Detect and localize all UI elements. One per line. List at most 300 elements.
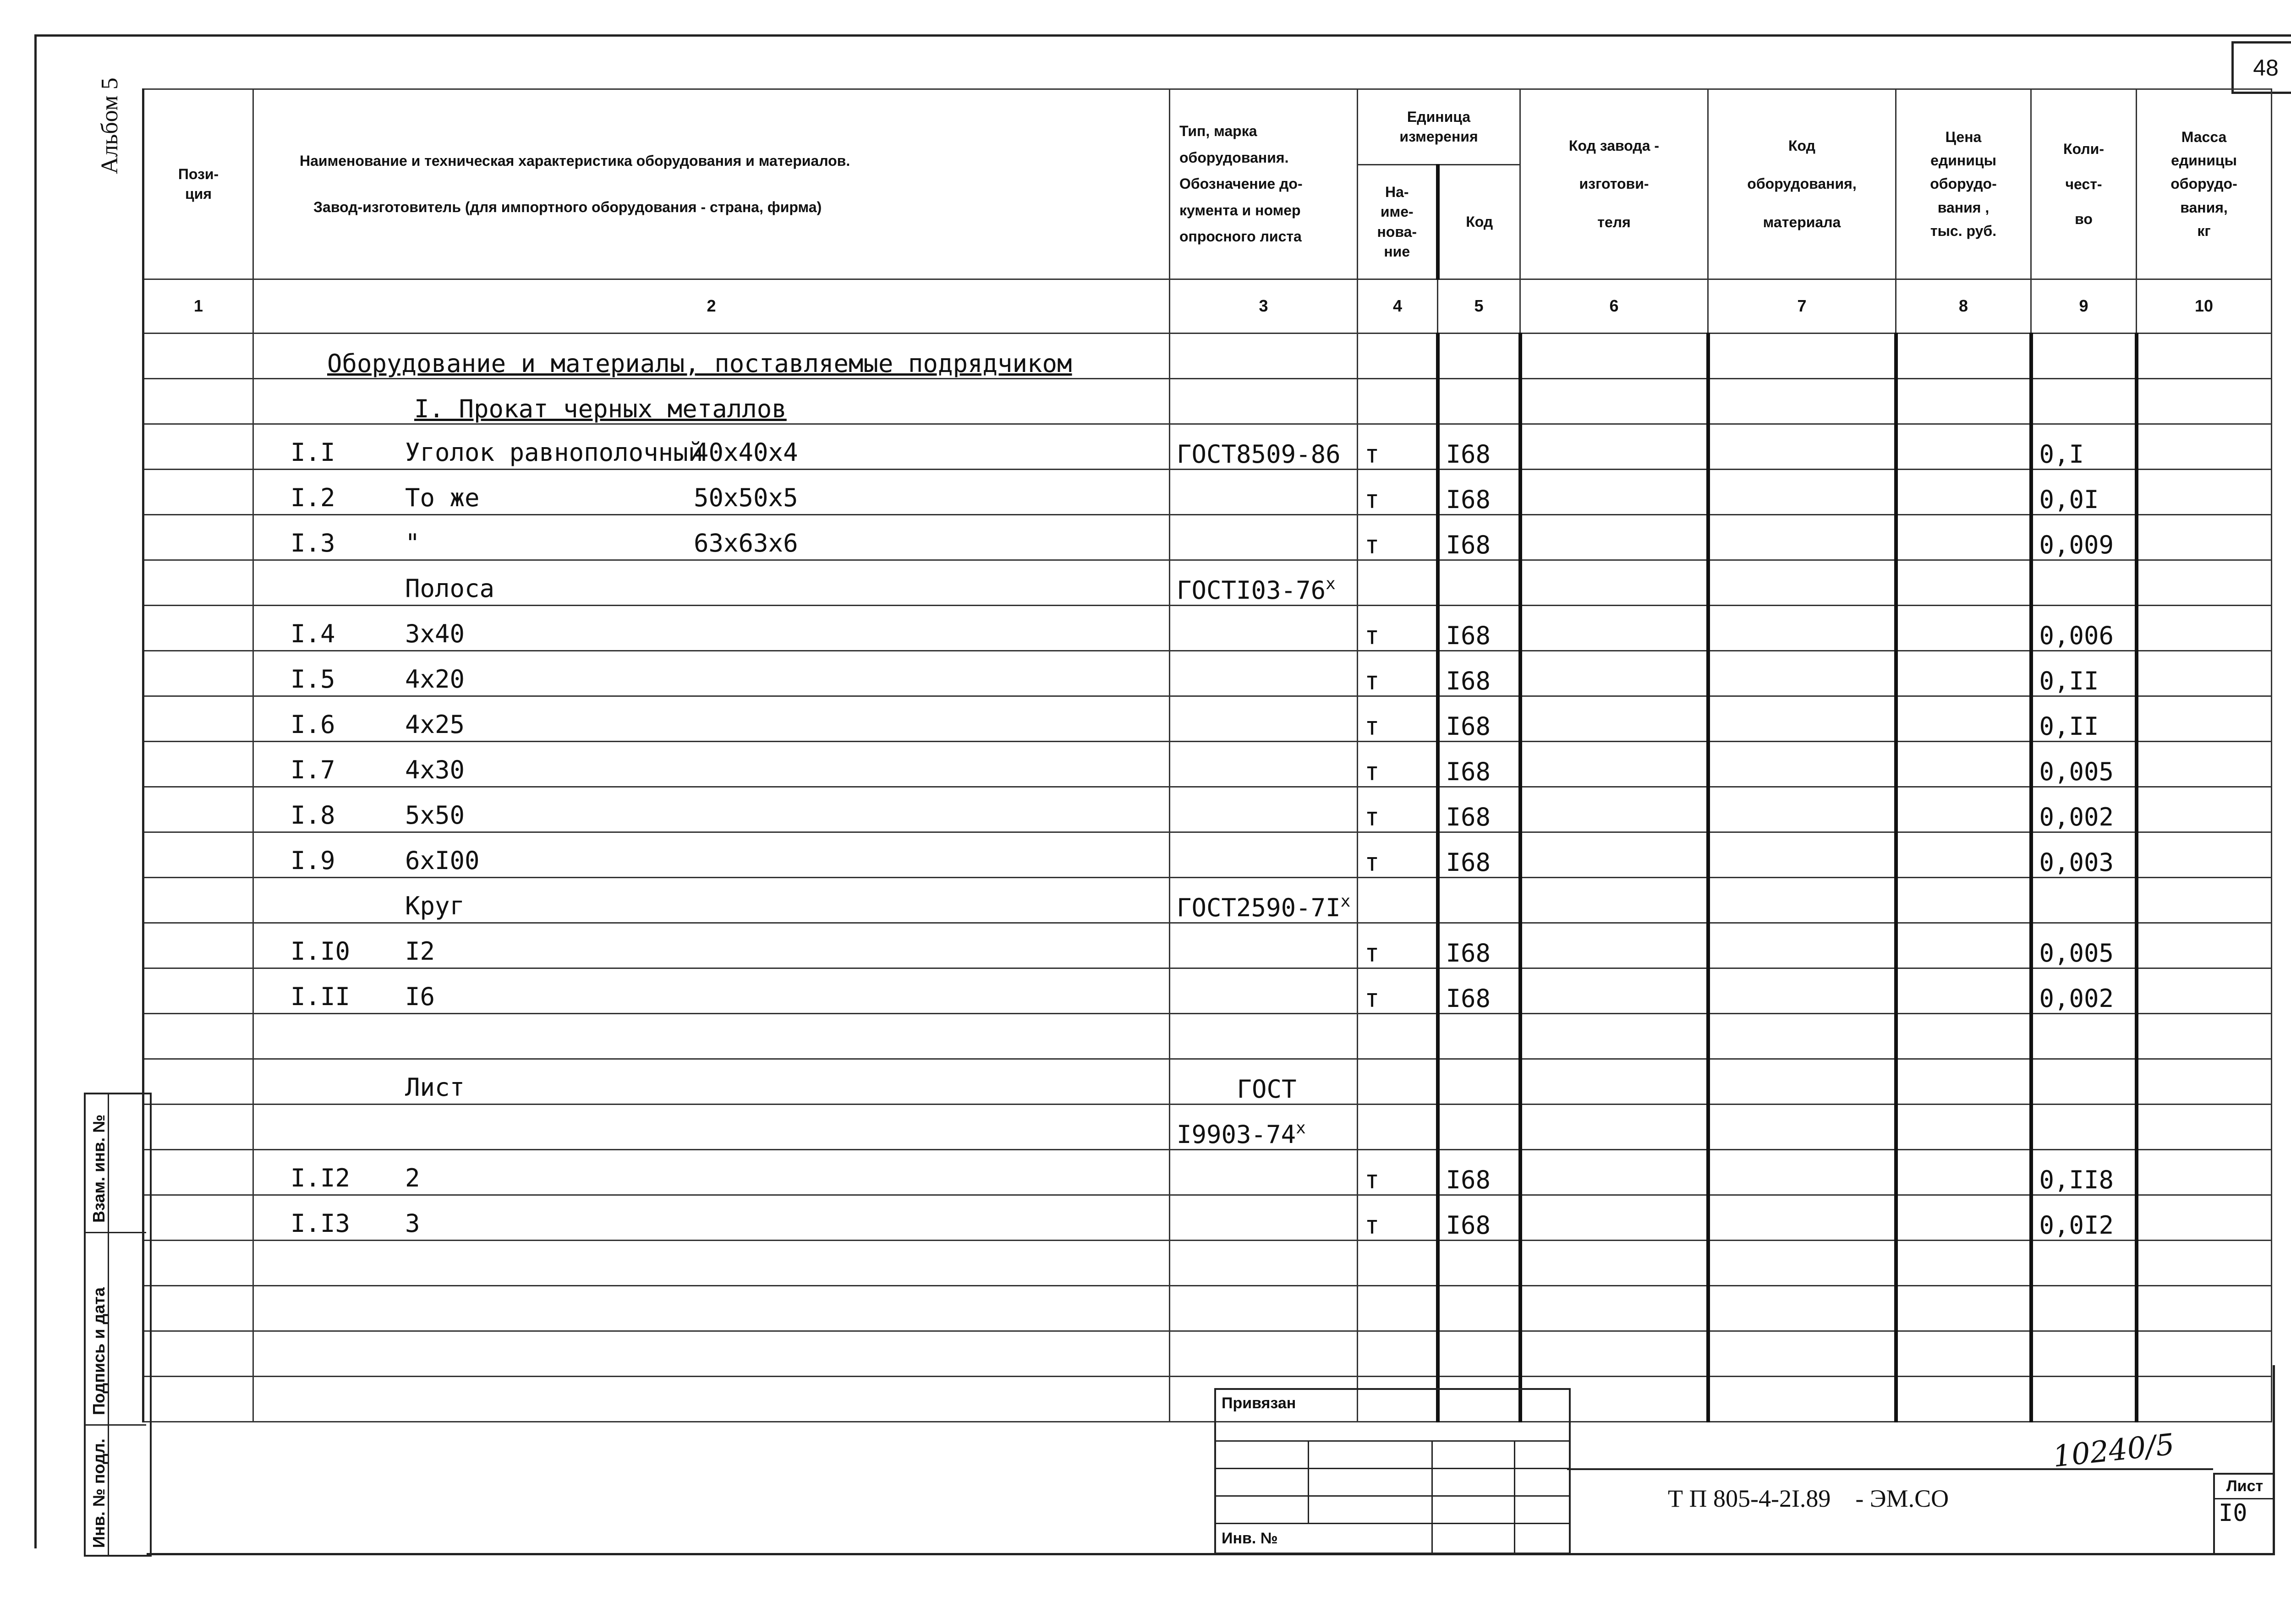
cell-material-code: [1708, 1286, 1896, 1331]
cell-quantity: [2031, 1195, 2137, 1241]
cell-position: [143, 606, 253, 651]
cell-mass: [2137, 1286, 2272, 1331]
unit-code: I68: [1446, 485, 1491, 514]
table-row: [143, 1014, 2272, 1059]
cell-unit-name: [1358, 1014, 1438, 1059]
cell-name: [253, 424, 1170, 470]
col-number: 1: [143, 279, 253, 334]
header-quantity: Коли- чест- во: [2031, 89, 2137, 279]
unit-code: [1440, 1256, 1446, 1285]
table-row: [143, 878, 2272, 923]
cell-name: [253, 1286, 1170, 1331]
cell-position: [143, 470, 253, 515]
unit-name: [1358, 893, 1365, 922]
quantity: 0,003: [2039, 848, 2114, 877]
quantity: [2033, 1256, 2039, 1285]
table-row: [143, 651, 2272, 696]
cell-mass: [2137, 832, 2272, 878]
cell-unit-code: [1438, 1241, 1520, 1286]
header-price: Цена единицы оборудо- вания , тыс. руб.: [1896, 89, 2031, 279]
superscript: x: [1340, 892, 1351, 911]
col-number: 8: [1896, 279, 2031, 334]
cell-unit-name: [1358, 515, 1438, 560]
cell-quantity: [2031, 968, 2137, 1014]
cell-position: [143, 696, 253, 742]
quantity: [2033, 394, 2039, 423]
table-row: [143, 787, 2272, 832]
cell-document: [1170, 515, 1358, 560]
cell-position: [143, 832, 253, 878]
col-number: 9: [2031, 279, 2137, 334]
unit-name: т: [1365, 803, 1380, 831]
unit-code: [1440, 1029, 1446, 1058]
cell-unit-code: [1438, 379, 1520, 424]
cell-unit-name: [1358, 651, 1438, 696]
col-number: 3: [1170, 279, 1358, 334]
cell-section-title: [253, 379, 1170, 424]
cell-position: [143, 515, 253, 560]
table-row: [143, 968, 2272, 1014]
unit-code: I68: [1446, 939, 1491, 968]
table-row: [143, 470, 2272, 515]
cell-mass: [2137, 1059, 2272, 1105]
position-code: I.I2: [290, 1164, 351, 1192]
document-code: Т П 805-4-2I.89 - ЭМ.СО: [1668, 1485, 1949, 1512]
cell-document: [1170, 878, 1358, 923]
header-mass: Масса единицы оборудо- вания, кг: [2137, 89, 2272, 279]
quantity: 0,005: [2039, 757, 2114, 786]
position-code: I.5: [290, 665, 335, 694]
unit-name: [1358, 1256, 1365, 1285]
quantity: 0,002: [2039, 984, 2114, 1013]
unit-name: т: [1365, 667, 1380, 695]
cell-unit-code: [1438, 832, 1520, 878]
unit-code: [1440, 893, 1446, 922]
item-name: Круг: [405, 891, 465, 920]
cell-material-code: [1708, 832, 1896, 878]
quantity: [2033, 576, 2039, 605]
document-ref: ГОСТ8509-86: [1177, 440, 1341, 469]
cell-mass: [2137, 1195, 2272, 1241]
cell-price: [1896, 1014, 2031, 1059]
cell-mass: [2137, 1105, 2272, 1150]
cell-position: [143, 334, 253, 379]
cell-quantity: [2031, 560, 2137, 606]
inv-no-label: Инв. №: [1222, 1530, 1278, 1547]
table-row: [143, 832, 2272, 878]
album-label: Альбом 5: [97, 77, 123, 174]
cell-mass: [2137, 787, 2272, 832]
side-stamp: [84, 1093, 152, 1557]
cell-price: [1896, 787, 2031, 832]
unit-code: I68: [1446, 440, 1491, 469]
cell-factory-code: [1520, 787, 1708, 832]
unit-code: I68: [1446, 984, 1491, 1013]
unit-code: I68: [1446, 712, 1491, 741]
unit-name: [1358, 394, 1365, 423]
cell-quantity: [2031, 787, 2137, 832]
position-code: I.I0: [290, 937, 351, 966]
unit-code: [1440, 1120, 1446, 1149]
cell-document: [1170, 1059, 1358, 1105]
quantity: 0,II: [2039, 667, 2099, 695]
cell-unit-name: [1358, 424, 1438, 470]
cell-document: [1170, 651, 1358, 696]
item-name: 6xI00: [405, 846, 480, 875]
unit-name: т: [1365, 984, 1380, 1013]
cell-document: [1170, 923, 1358, 968]
unit-code: I68: [1446, 848, 1491, 877]
cell-unit-code: [1438, 787, 1520, 832]
cell-document: [1170, 424, 1358, 470]
cell-unit-name: [1358, 1105, 1438, 1150]
cell-material-code: [1708, 878, 1896, 923]
cell-material-code: [1708, 742, 1896, 787]
cell-document: [1170, 787, 1358, 832]
item-name: 4x25: [405, 710, 465, 739]
cell-document: [1170, 606, 1358, 651]
position-code: I.II: [290, 982, 351, 1011]
document-ref: ГОСТ: [1237, 1075, 1297, 1104]
cell-factory-code: [1520, 1195, 1708, 1241]
unit-name: т: [1365, 1165, 1380, 1194]
cell-unit-code: [1438, 334, 1520, 379]
cell-price: [1896, 1059, 2031, 1105]
cell-position: [143, 424, 253, 470]
header-factory-code: Код завода - изготови- теля: [1520, 89, 1708, 279]
quantity: [2033, 1120, 2039, 1149]
table-row: [143, 1286, 2272, 1331]
table-row: [143, 379, 2272, 424]
cell-material-code: [1708, 1241, 1896, 1286]
item-name: То же: [405, 483, 480, 512]
position-code: I.I3: [290, 1209, 351, 1238]
cell-quantity: [2031, 832, 2137, 878]
cell-quantity: [2031, 470, 2137, 515]
cell-material-code: [1708, 424, 1896, 470]
item-name: Полоса: [405, 574, 495, 603]
cell-quantity: [2031, 1241, 2137, 1286]
cell-price: [1896, 696, 2031, 742]
section-title: I. Прокат черных металлов: [414, 394, 787, 423]
cell-name: [253, 1105, 1170, 1150]
cell-mass: [2137, 696, 2272, 742]
cell-factory-code: [1520, 696, 1708, 742]
cell-document: [1170, 832, 1358, 878]
cell-name: [253, 1059, 1170, 1105]
position-code: I.9: [290, 846, 335, 875]
cell-factory-code: [1520, 878, 1708, 923]
unit-name: т: [1365, 530, 1380, 559]
unit-code: I68: [1446, 667, 1491, 695]
cell-price: [1896, 379, 2031, 424]
cell-unit-code: [1438, 424, 1520, 470]
unit-code: I68: [1446, 1165, 1491, 1194]
cell-mass: [2137, 379, 2272, 424]
header-unit-group: Единица измерения: [1358, 89, 1520, 165]
cell-unit-code: [1438, 696, 1520, 742]
cell-document: [1170, 968, 1358, 1014]
cell-document: [1170, 1195, 1358, 1241]
cell-factory-code: [1520, 379, 1708, 424]
cell-name: [253, 1014, 1170, 1059]
cell-unit-name: [1358, 878, 1438, 923]
cell-quantity: [2031, 424, 2137, 470]
quantity: 0,I: [2039, 440, 2084, 469]
position-code: I.6: [290, 710, 335, 739]
cell-position: [143, 787, 253, 832]
side-label-vzam: Взам. инв. №: [89, 1114, 108, 1223]
cell-factory-code: [1520, 1105, 1708, 1150]
privyazan-stamp: [1214, 1388, 1571, 1554]
cell-document: [1170, 470, 1358, 515]
cell-position: [143, 379, 253, 424]
item-size: 63x63x6: [694, 529, 798, 558]
cell-factory-code: [1520, 651, 1708, 696]
cell-mass: [2137, 878, 2272, 923]
cell-position: [143, 1105, 253, 1150]
cell-factory-code: [1520, 470, 1708, 515]
table-row: [143, 742, 2272, 787]
position-code: I.4: [290, 619, 335, 648]
item-size: 40x40x4: [694, 438, 798, 467]
cell-document: [1170, 1241, 1358, 1286]
side-label-inv: Инв. № подл.: [89, 1438, 108, 1548]
col-number: 4: [1358, 279, 1438, 334]
unit-name: т: [1365, 440, 1380, 469]
cell-price: [1896, 651, 2031, 696]
cell-unit-code: [1438, 651, 1520, 696]
cell-price: [1896, 1195, 2031, 1241]
cell-unit-code: [1438, 1059, 1520, 1105]
cell-position: [143, 1059, 253, 1105]
cell-material-code: [1708, 1059, 1896, 1105]
table-row: [143, 1241, 2272, 1286]
cell-price: [1896, 470, 2031, 515]
cell-mass: [2137, 923, 2272, 968]
superscript: x: [1296, 1119, 1306, 1137]
cell-name: [253, 470, 1170, 515]
quantity: 0,II8: [2039, 1165, 2114, 1194]
cell-unit-name: [1358, 379, 1438, 424]
cell-mass: [2137, 1014, 2272, 1059]
document-ref: I9903-74: [1177, 1120, 1296, 1149]
cell-material-code: [1708, 923, 1896, 968]
cell-factory-code: [1520, 606, 1708, 651]
cell-position: [143, 651, 253, 696]
cell-unit-name: [1358, 1150, 1438, 1195]
unit-name: [1358, 1029, 1365, 1058]
cell-unit-name: [1358, 968, 1438, 1014]
cell-price: [1896, 923, 2031, 968]
cell-document: [1170, 1286, 1358, 1331]
quantity: 0,II: [2039, 712, 2099, 741]
cell-price: [1896, 878, 2031, 923]
cell-factory-code: [1520, 334, 1708, 379]
side-cell-podpis: [86, 1232, 146, 1426]
cell-document: [1170, 696, 1358, 742]
table-row: [143, 1105, 2272, 1150]
unit-code: I68: [1446, 757, 1491, 786]
side-label-podpis: Подпись и дата: [89, 1287, 108, 1415]
cell-position: [143, 742, 253, 787]
position-code: I.2: [290, 483, 335, 512]
cell-unit-code: [1438, 560, 1520, 606]
cell-mass: [2137, 560, 2272, 606]
header-material-code: Код оборудования, материала: [1708, 89, 1896, 279]
header-name: Наименование и техническая характеристика оборудования и материалов. Завод-изготовитель (для импортного оборудования - страна, фирма): [253, 89, 1170, 279]
col-number: 7: [1708, 279, 1896, 334]
unit-code: I68: [1446, 621, 1491, 650]
table-row: [143, 560, 2272, 606]
cell-material-code: [1708, 968, 1896, 1014]
quantity: 0,009: [2039, 530, 2114, 559]
cell-unit-code: [1438, 1286, 1520, 1331]
document-ref: ГОСТI03-76: [1177, 576, 1326, 605]
cell-position: [143, 1286, 253, 1331]
cell-quantity: [2031, 1150, 2137, 1195]
sheet-label: Лист: [2215, 1475, 2275, 1499]
cell-mass: [2137, 606, 2272, 651]
section-title: Оборудование и материалы, поставляемые подрядчиком: [327, 349, 1072, 378]
quantity: 0,0I: [2039, 485, 2099, 514]
quantity: 0,0I2: [2039, 1211, 2114, 1240]
cell-unit-code: [1438, 1150, 1520, 1195]
document-ref: ГОСТ2590-7I: [1177, 893, 1341, 922]
table-row: [143, 923, 2272, 968]
cell-material-code: [1708, 379, 1896, 424]
position-code: I.7: [290, 755, 335, 784]
cell-unit-name: [1358, 470, 1438, 515]
cell-position: [143, 1241, 253, 1286]
cell-document: [1170, 560, 1358, 606]
col-number: 5: [1438, 279, 1520, 334]
cell-document: [1170, 742, 1358, 787]
cell-position: [143, 1014, 253, 1059]
item-name: 2: [405, 1164, 420, 1192]
unit-name: т: [1365, 485, 1380, 514]
cell-quantity: [2031, 651, 2137, 696]
cell-unit-code: [1438, 878, 1520, 923]
quantity: [2033, 1075, 2039, 1104]
cell-unit-code: [1438, 470, 1520, 515]
cell-material-code: [1708, 1014, 1896, 1059]
cell-quantity: [2031, 1105, 2137, 1150]
item-name: I2: [405, 937, 435, 966]
cell-mass: [2137, 334, 2272, 379]
cell-name: [253, 515, 1170, 560]
table-row: [143, 334, 2272, 379]
cell-mass: [2137, 1150, 2272, 1195]
cell-document: [1170, 334, 1358, 379]
cell-mass: [2137, 515, 2272, 560]
cell-quantity: [2031, 923, 2137, 968]
cell-material-code: [1708, 334, 1896, 379]
cell-unit-name: [1358, 560, 1438, 606]
unit-code: [1440, 349, 1446, 378]
unit-name: т: [1365, 712, 1380, 741]
cell-material-code: [1708, 787, 1896, 832]
quantity: 0,002: [2039, 803, 2114, 831]
position-code: I.I: [290, 438, 335, 467]
cell-position: [143, 968, 253, 1014]
cell-name: [253, 968, 1170, 1014]
unit-code: [1440, 1301, 1446, 1330]
cell-position: [143, 1150, 253, 1195]
cell-price: [1896, 515, 2031, 560]
cell-quantity: [2031, 379, 2137, 424]
cell-position: [143, 923, 253, 968]
cell-factory-code: [1520, 1014, 1708, 1059]
quantity: [2033, 349, 2039, 378]
cell-quantity: [2031, 878, 2137, 923]
cell-unit-code: [1438, 515, 1520, 560]
side-cell-inv: [86, 1424, 146, 1553]
cell-price: [1896, 832, 2031, 878]
cell-unit-name: [1358, 606, 1438, 651]
cell-factory-code: [1520, 1059, 1708, 1105]
cell-factory-code: [1520, 1286, 1708, 1331]
unit-code: [1440, 1075, 1446, 1104]
title-block-frame: [147, 1365, 2275, 1555]
header-type: Тип, марка оборудования. Обозначение до- кумента и номер опросного листа: [1170, 89, 1358, 279]
cell-unit-code: [1438, 1195, 1520, 1241]
cell-name: [253, 1195, 1170, 1241]
quantity: [2033, 893, 2039, 922]
item-name: ": [405, 529, 420, 558]
cell-document: [1170, 379, 1358, 424]
cell-unit-code: [1438, 923, 1520, 968]
cell-price: [1896, 1241, 2031, 1286]
cell-unit-name: [1358, 1195, 1438, 1241]
quantity: [2033, 1301, 2039, 1330]
cell-name: [253, 1150, 1170, 1195]
unit-code: [1440, 394, 1446, 423]
unit-name: т: [1365, 939, 1380, 968]
cell-document: [1170, 1105, 1358, 1150]
cell-material-code: [1708, 1105, 1896, 1150]
cell-price: [1896, 606, 2031, 651]
table-body: [143, 334, 2272, 1422]
cell-unit-name: [1358, 787, 1438, 832]
table-row: [143, 515, 2272, 560]
cell-factory-code: [1520, 1241, 1708, 1286]
side-cell-vzam: [86, 1094, 146, 1233]
item-name: I6: [405, 982, 435, 1011]
unit-code: I68: [1446, 1211, 1491, 1240]
cell-factory-code: [1520, 968, 1708, 1014]
table-row: [143, 1059, 2272, 1105]
cell-mass: [2137, 1241, 2272, 1286]
cell-mass: [2137, 968, 2272, 1014]
unit-name: т: [1365, 1211, 1380, 1240]
cell-name: [253, 878, 1170, 923]
item-name: 4x20: [405, 665, 465, 694]
item-size: 50x50x5: [694, 483, 798, 512]
col-number: 2: [253, 279, 1170, 334]
cell-material-code: [1708, 470, 1896, 515]
cell-section-title: [253, 334, 1170, 379]
cell-document: [1170, 1014, 1358, 1059]
unit-name: [1358, 349, 1365, 378]
cell-price: [1896, 1105, 2031, 1150]
item-name: 3x40: [405, 619, 465, 648]
cell-factory-code: [1520, 832, 1708, 878]
unit-name: т: [1365, 848, 1380, 877]
cell-quantity: [2031, 1286, 2137, 1331]
cell-unit-name: [1358, 1241, 1438, 1286]
sheet-value: I0: [2219, 1499, 2247, 1527]
